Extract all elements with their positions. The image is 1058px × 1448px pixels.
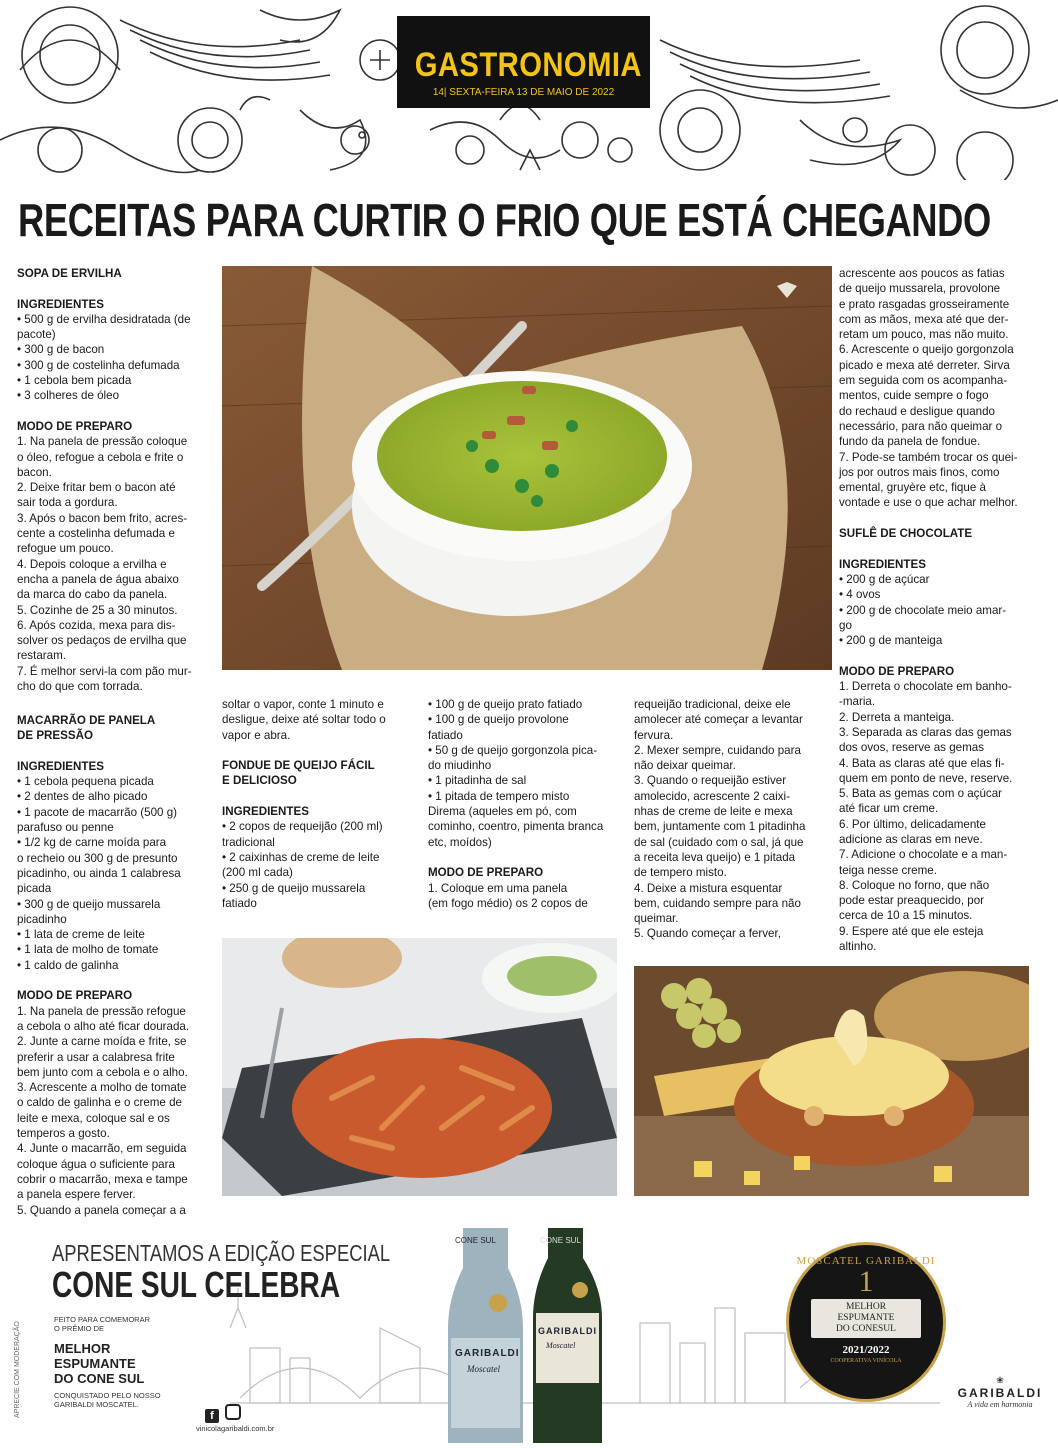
macaroni-photo	[222, 938, 617, 1196]
recipe-text-line: a panela espere ferver.	[17, 1188, 136, 1202]
recipe-heading: MODO DE PREPARO	[428, 866, 544, 880]
recipe-text-line: 6. Acrescente o queijo gorgonzola	[839, 343, 1014, 357]
award-seal	[786, 1242, 946, 1402]
recipe-text-line: • 200 g de manteiga	[839, 634, 943, 648]
recipe-column-sopa	[17, 266, 215, 694]
recipe-text-line: 3. Após o bacon bem frito, acres-	[17, 511, 188, 525]
recipe-text-line: bacon.	[17, 465, 52, 479]
recipe-text-line: vontade e use o que achar melhor.	[839, 496, 1018, 510]
recipe-text-line: 4. Junte o macarrão, em seguida	[17, 1142, 187, 1156]
seal-ring-text: MOSCATEL GARIBALDI	[796, 1255, 936, 1267]
recipe-text-line: 4. Deixe a mistura esquentar	[634, 881, 783, 895]
ad-website[interactable]: vinicolagaribaldi.com.br	[196, 1424, 275, 1433]
recipe-text-line: 9. Espere até que ele esteja	[839, 924, 984, 938]
recipe-text-line: dos ovos, reserve as gemas	[839, 741, 984, 755]
recipe-text-line: do rechaud e desligue quando	[839, 404, 996, 418]
recipe-column-fondue-2	[428, 697, 628, 911]
recipe-text-line: 5. Bata as gemas com o açúcar	[839, 787, 1003, 801]
recipe-text-line: • 1 lata de creme de leite	[17, 928, 145, 942]
recipe-text-line: 1. Derreta o chocolate em banho-	[839, 680, 1012, 694]
recipe-text-line: bem junto com a cebola e o alho.	[17, 1065, 188, 1079]
recipe-text-line: amolecer até começar a levantar	[634, 713, 803, 727]
recipe-text-line: 5. Quando começar a ferver,	[634, 927, 781, 941]
recipe-text-line: altinho.	[839, 940, 877, 954]
facebook-icon[interactable]: f	[205, 1409, 219, 1423]
bottle2-label: CONE SUL	[540, 1236, 581, 1245]
recipe-text-line: restaram.	[17, 649, 66, 663]
recipe-text-line: cobrir o macarrão, mexa e tampe	[17, 1172, 188, 1186]
recipe-text-line: • 1/2 kg de carne moída para	[17, 836, 167, 850]
recipe-text-line: soltar o vapor, conte 1 minuto e	[222, 698, 384, 711]
recipe-text-line: 7. É melhor servi-la com pão mur-	[17, 664, 192, 678]
garibaldi-advertisement	[0, 1228, 1058, 1443]
recipe-text-line: o óleo, refogue a cebola e frite o	[17, 450, 184, 464]
recipe-text-line: com as mãos, mexa até que der-	[839, 312, 1009, 326]
recipe-text-line: cente a costelinha defumada e	[17, 527, 175, 541]
recipe-text-line: • 4 ovos	[839, 588, 881, 602]
recipe-text-line: de tempero misto.	[634, 866, 727, 880]
recipe-text-line: go	[839, 618, 852, 632]
recipe-text-line: • 100 g de queijo provolone	[428, 713, 569, 727]
recipe-column-fondue-3	[634, 697, 834, 942]
recipe-text-line: fatiado	[428, 728, 463, 742]
recipe-heading: INGREDIENTES	[17, 759, 104, 773]
recipe-text-line: até ficar um creme.	[839, 802, 939, 816]
ad-small-text-top: FEITO PARA COMEMORAR O PRÊMIO DE	[54, 1315, 150, 1333]
recipe-text-line: • 1 cebola bem picada	[17, 374, 132, 388]
recipe-text-line	[17, 973, 215, 988]
recipe-text-line: 3. Separada as claras das gemas	[839, 725, 1012, 739]
recipe-text-line	[839, 511, 1039, 526]
ad-small-text-bottom: CONQUISTADO PELO NOSSO GARIBALDI MOSCATEL.	[54, 1391, 161, 1409]
ad-moderation-notice: APRECIE COM MODERAÇÃO	[14, 1321, 21, 1418]
recipe-heading: INGREDIENTES	[222, 805, 309, 819]
recipe-text-line: cerca de 10 a 15 minutos.	[839, 909, 973, 923]
seal-year: 2021/2022	[842, 1344, 890, 1356]
recipe-text-line	[17, 281, 215, 296]
recipe-text-line: nhas de creme de leite e mexa	[634, 805, 793, 819]
recipe-text-line: picado e mexa até derreter. Sirva	[839, 358, 1010, 372]
recipe-text-line	[839, 648, 1039, 663]
recipe-text-line: da marca do cabo da panela.	[17, 588, 168, 602]
recipe-text-line: temperos a gosto.	[17, 1127, 110, 1141]
recipe-column-sufle	[839, 266, 1039, 954]
recipe-text-line: • 2 caixinhas de creme de leite	[222, 850, 380, 864]
recipe-heading: FONDUE DE QUEIJO FÁCIL	[222, 759, 375, 773]
bottle1-label: CONE SUL	[455, 1236, 496, 1245]
recipe-heading: SOPA DE ERVILHA	[17, 267, 122, 280]
recipe-heading: INGREDIENTES	[17, 297, 104, 311]
recipe-text-line: 8. Coloque no forno, que não	[839, 878, 990, 892]
recipe-text-line: • 300 g de queijo mussarela	[17, 897, 161, 911]
recipe-text-line: coloque água o suficiente para	[17, 1157, 175, 1171]
pea-soup-photo	[222, 266, 832, 670]
recipe-text-line: teiga nesse creme.	[839, 863, 937, 877]
recipe-text-line: o recheio ou 300 g de presunto	[17, 851, 178, 865]
recipe-text-line: cho do que com torrada.	[17, 680, 143, 694]
recipe-text-line: 5. Quando a panela começar a a	[17, 1203, 186, 1217]
recipe-text-line: 3. Quando o requeijão estiver	[634, 774, 787, 788]
recipe-text-line: (em fogo médio) os 2 copos de	[428, 896, 588, 910]
recipe-text-line: 2. Junte a carne moída e frite, se	[17, 1035, 187, 1049]
recipe-text-line: de sal (cuidado com o sal, já que	[634, 835, 804, 849]
recipe-text-line: retam um pouco, mas não muito.	[839, 328, 1009, 342]
logo-text: GARIBALDI	[957, 1386, 1043, 1400]
recipe-heading: MODO DE PREPARO	[17, 419, 133, 433]
recipe-text-line: 1. Na panela de pressão coloque	[17, 435, 188, 449]
recipe-text-line	[17, 404, 215, 419]
seal-small: COOPERATIVA VINÍCOLA	[830, 1358, 902, 1364]
recipe-text-line: picadinho	[17, 912, 67, 926]
recipe-heading: SUFLÊ DE CHOCOLATE	[839, 527, 973, 541]
recipe-text-line: do miudinho	[428, 759, 492, 773]
seal-ribbon: MELHOR ESPUMANTE DO CONESUL	[811, 1299, 921, 1338]
logo-mark-icon: ❀	[996, 1375, 1004, 1385]
recipe-text-line: requeijão tradicional, deixe ele	[634, 698, 791, 711]
bottle-green	[530, 1228, 605, 1443]
recipe-text-line: • 1 pitada de tempero misto	[428, 789, 570, 803]
recipe-text-line: -maria.	[839, 695, 876, 709]
recipe-text-line: o caldo de galinha e o creme de	[17, 1096, 183, 1110]
recipe-text-line: encha a panela de água abaixo	[17, 572, 179, 586]
recipe-text-line: 7. Adicione o chocolate e a man-	[839, 848, 1008, 862]
recipe-heading: DE PRESSÃO	[17, 729, 94, 743]
recipe-text-line: jos por outros mais finos, como	[839, 465, 1000, 479]
recipe-text-line: tradicional	[222, 835, 275, 849]
recipe-text-line: pode estar preaquecido, por	[839, 894, 985, 908]
section-date-line: 14| SEXTA-FEIRA 13 DE MAIO DE 2022	[432, 87, 615, 98]
recipe-text-line: 2. Mexer sempre, cuidando para	[634, 743, 801, 757]
logo-tagline: A vida em harmonia	[967, 1400, 1033, 1409]
recipe-text-line: pacote)	[17, 328, 56, 342]
recipe-text-line	[222, 743, 422, 758]
recipe-text-line: 4. Depois coloque a ervilha e	[17, 557, 167, 571]
recipe-text-line	[839, 541, 1039, 556]
recipe-text-line	[222, 789, 422, 804]
recipe-text-line: cominho, coentro, pimenta branca	[428, 820, 604, 834]
recipe-text-line: • 1 lata de molho de tomate	[17, 943, 159, 957]
recipe-text-line: desligue, deixe até soltar todo o	[222, 713, 386, 727]
recipe-text-line: solver os pedaços de ervilha que	[17, 634, 187, 648]
recipe-heading: E DELICIOSO	[222, 774, 297, 788]
recipe-text-line: mentos, cuide sempre o fogo	[839, 389, 989, 403]
recipe-text-line	[428, 850, 628, 865]
recipe-text-line: 2. Deixe fritar bem o bacon até	[17, 481, 176, 495]
ad-line2: CONE SUL CELEBRA	[52, 1264, 341, 1305]
recipe-text-line: etc, moídos)	[428, 835, 492, 849]
recipe-text-line: 6. Após cozida, mexa para dis-	[17, 618, 176, 632]
recipe-text-line: picada	[17, 882, 52, 896]
page-headline: RECEITAS PARA CURTIR O FRIO QUE ESTÁ CHEGANDO	[18, 194, 991, 246]
bottle2-brand: GARIBALDI	[538, 1326, 597, 1336]
recipe-text-line: • 200 g de açúcar	[839, 572, 930, 586]
social-icons[interactable]	[205, 1403, 241, 1424]
fondue-photo	[634, 966, 1029, 1196]
recipe-text-line: 2. Derreta a manteiga.	[839, 710, 955, 724]
recipe-text-line: 6. Por último, delicadamente	[839, 817, 986, 831]
recipe-text-line: bem, juntamente com 1 pitadinha	[634, 820, 806, 834]
recipe-text-line: • 50 g de queijo gorgonzola pica-	[428, 743, 598, 757]
recipe-text-line: fatiado	[222, 896, 257, 910]
section-header-box	[397, 16, 650, 108]
recipe-column-macarrao	[17, 713, 215, 1218]
seal-number: 1	[858, 1265, 874, 1298]
bottle-silver	[443, 1228, 528, 1443]
recipe-text-line: refogue um pouco.	[17, 542, 114, 556]
bottle1-brand: GARIBALDI	[455, 1348, 520, 1359]
instagram-icon[interactable]	[225, 1404, 241, 1420]
recipe-text-line: • 2 copos de requeijão (200 ml)	[222, 820, 383, 834]
bottle1-sub: Moscatel	[467, 1364, 500, 1374]
recipe-text-line: 4. Bata as claras até que elas fi-	[839, 756, 1005, 770]
recipe-text-line: amolecido, acrescente 2 caixi-	[634, 789, 790, 803]
recipe-text-line: (200 ml cada)	[222, 866, 293, 880]
recipe-text-line: sair toda a gordura.	[17, 496, 118, 510]
recipe-text-line: fervura.	[634, 728, 674, 742]
recipe-column-fondue-1	[222, 697, 422, 911]
ad-award-text: MELHOR ESPUMANTE DO CONE SUL	[54, 1341, 145, 1386]
recipe-text-line: • 1 pacote de macarrão (500 g)	[17, 805, 178, 819]
recipe-text-line: a receita leva queijo) e 1 pitada	[634, 850, 796, 864]
ad-line1: APRESENTAMOS A EDIÇÃO ESPECIAL	[52, 1240, 391, 1266]
recipe-text-line: bem, cuidando sempre para não	[634, 896, 801, 910]
recipe-text-line: de queijo mussarela, provolone	[839, 282, 1001, 296]
recipe-text-line: • 1 cebola pequena picada	[17, 775, 154, 789]
recipe-text-line: vapor e abra.	[222, 728, 291, 742]
recipe-text-line: queimar.	[634, 912, 679, 926]
recipe-text-line: • 500 g de ervilha desidratada (de	[17, 312, 191, 326]
recipe-text-line: não deixar queimar.	[634, 759, 736, 773]
recipe-text-line: emental, gruyère etc, fique à	[839, 481, 986, 495]
recipe-text-line: Direma (aqueles em pó, com	[428, 805, 577, 819]
recipe-text-line: 5. Cozinhe de 25 a 30 minutos.	[17, 603, 178, 617]
section-title: GASTRONOMIA	[414, 46, 642, 84]
recipe-text-line: parafuso ou penne	[17, 821, 114, 835]
recipe-text-line: • 100 g de queijo prato fatiado	[428, 698, 583, 711]
recipe-heading: INGREDIENTES	[839, 557, 926, 571]
recipe-text-line: • 300 g de costelinha defumada	[17, 358, 180, 372]
recipe-text-line: leite e mexa, coloque sal e os	[17, 1111, 170, 1125]
recipe-text-line: preferir a usar a calabresa frite	[17, 1050, 175, 1064]
recipe-text-line: • 1 pitadinha de sal	[428, 774, 527, 788]
recipe-text-line: adicione as claras em neve.	[839, 832, 983, 846]
recipe-text-line: 3. Acrescente a molho de tomate	[17, 1081, 187, 1095]
recipe-text-line: e prato rasgadas grosseiramente	[839, 297, 1010, 311]
recipe-text-line: • 3 colheres de óleo	[17, 389, 120, 403]
recipe-text-line: 7. Pode-se também trocar os quei-	[839, 450, 1018, 464]
garibaldi-logo	[955, 1375, 1045, 1409]
recipe-text-line: 1. Na panela de pressão refogue	[17, 1004, 186, 1018]
recipe-heading: MODO DE PREPARO	[839, 664, 955, 678]
recipe-text-line: • 200 g de chocolate meio amar-	[839, 603, 1007, 617]
recipe-text-line: • 250 g de queijo mussarela	[222, 881, 366, 895]
recipe-text-line: a cebola o alho até ficar dourada.	[17, 1019, 190, 1033]
recipe-heading: MACARRÃO DE PANELA	[17, 714, 156, 727]
recipe-text-line	[17, 744, 215, 759]
recipe-heading: MODO DE PREPARO	[17, 989, 133, 1003]
bottle2-sub: Moscatel	[546, 1341, 576, 1350]
recipe-text-line: fundo da panela de fondue.	[839, 435, 981, 449]
recipe-text-line: acrescente aos poucos as fatias	[839, 267, 1005, 280]
recipe-text-line: em seguida com os acompanha-	[839, 374, 1008, 388]
recipe-text-line: • 300 g de bacon	[17, 343, 105, 357]
recipe-text-line: necessário, para não queimar o	[839, 419, 1003, 433]
recipe-text-line: quem em ponto de neve, reserve.	[839, 771, 1013, 785]
recipe-text-line: picadinho, ou ainda 1 calabresa	[17, 866, 181, 880]
recipe-text-line: • 1 caldo de galinha	[17, 958, 119, 972]
recipe-text-line: • 2 dentes de alho picado	[17, 790, 148, 804]
recipe-text-line: 1. Coloque em uma panela	[428, 881, 568, 895]
